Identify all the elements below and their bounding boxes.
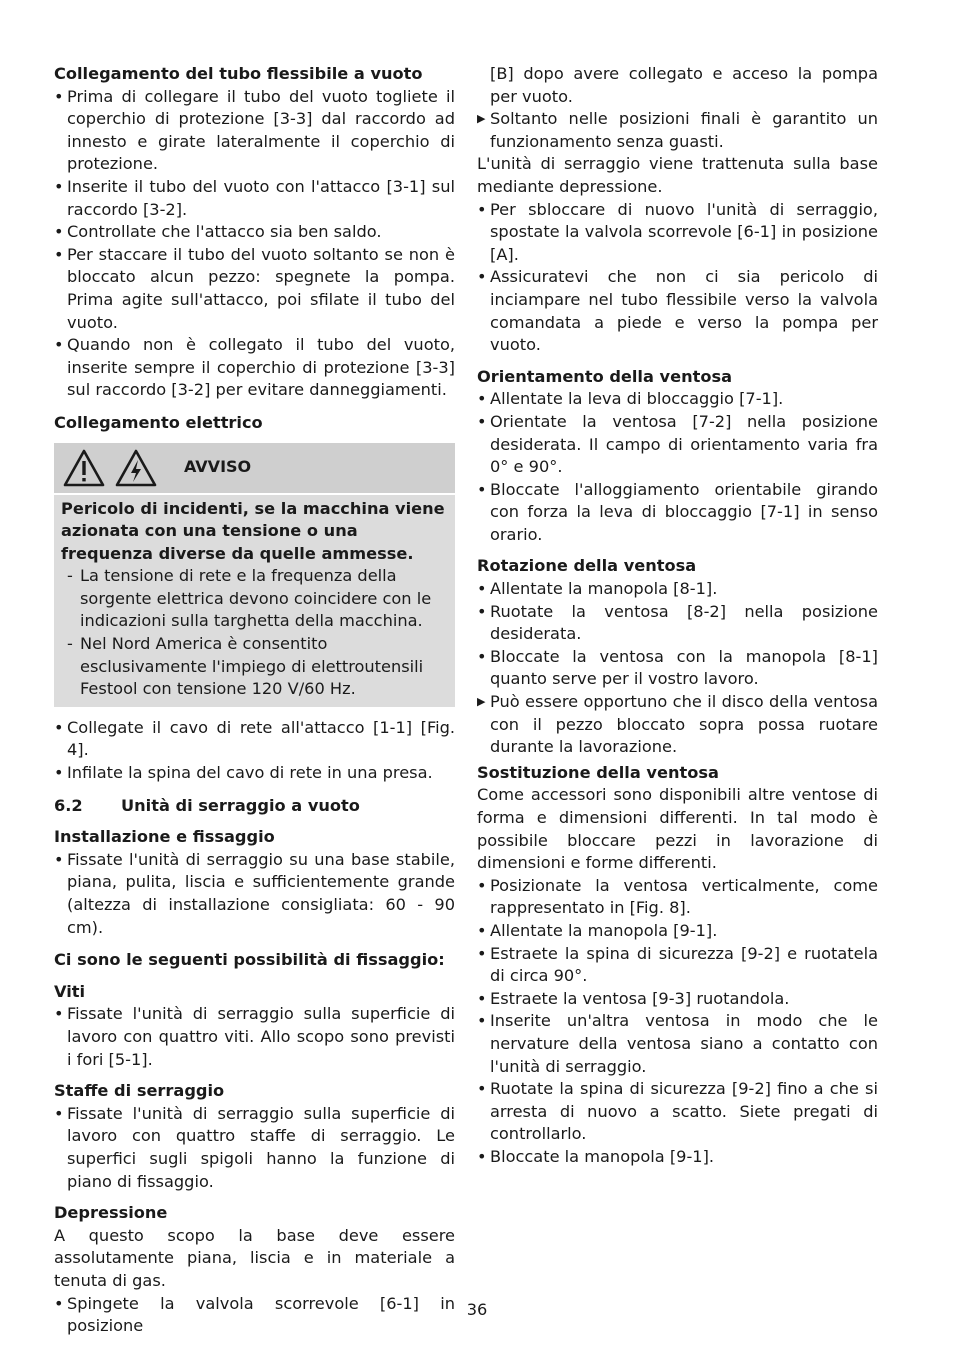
section-title: Unità di serraggio a vuoto (121, 795, 360, 815)
heading-screws: Viti (54, 981, 86, 1001)
list-item: • Ruotate la spina di sicurezza [9-2] fino a che si arresta di nuovo a scatto. Siete pregati di controllarlo. (477, 1078, 878, 1146)
paragraph: Come accessori sono disponibili altre ventose di forma e dimensioni differenti. In tal modo è possibile bloccare pezzi in lavorazione di dimensioni e forme differenti. (477, 785, 878, 873)
list-release (477, 199, 878, 357)
heading-clamps: Staffe di serraggio (54, 1081, 225, 1101)
heading-vacuum-hose: Collegamento del tubo flessibile a vuoto (54, 64, 423, 83)
warning-list (61, 565, 449, 701)
list-item: • Fissate l'unità di serraggio sulla superficie di lavoro con quattro staffe di serraggio. Le superfici sugli spigoli hanno la funzione di piano di fissaggio. (54, 1103, 455, 1193)
list-orientation (477, 388, 878, 546)
list-item: • Ruotate la ventosa [8-2] nella posizione desiderata. (477, 601, 878, 646)
list-item: • Infilate la spina del cavo di rete in una presa. (54, 762, 455, 785)
warning-header (54, 443, 455, 495)
list-screws (54, 1003, 455, 1071)
list-item: • Fissate l'unità di serraggio su una base stabile, piana, pulita, liscia e sufficientemente grande (altezza di installazione consigliata: 60 - 90 cm). (54, 849, 455, 939)
list-clamps (54, 1103, 455, 1193)
right-column (477, 63, 878, 1169)
list-item: ▶ Soltanto nelle posizioni finali è garantito un funzionamento senza guasti. (477, 108, 878, 153)
warning-body (54, 495, 455, 707)
list-item: • Orientate la ventosa [7-2] nella posizione desiderata. Il campo di orientamento varia fra 0° e 90°. (477, 411, 878, 479)
list-electrical (54, 717, 455, 785)
paragraph: A questo scopo la base deve essere assolutamente piana, liscia e in materiale a tenuta di gas. (54, 1225, 455, 1290)
list-item: • Allentate la manopola [9-1]. (477, 920, 878, 943)
list-item: • Controllate che l'attacco sia ben saldo. (54, 221, 455, 244)
electric-hazard-icon (114, 448, 158, 488)
list-vacuum-hose (54, 86, 455, 402)
warning-triangle-icon (62, 448, 106, 488)
list-item: • Bloccate la ventosa con la manopola [8-1] quanto serve per il vostro lavoro. (477, 646, 878, 691)
continuation-text: [B] dopo avere collegato e acceso la pompa per vuoto. (490, 64, 878, 106)
heading-rotation: Rotazione della ventosa (477, 556, 697, 576)
list-item: • Allentate la manopola [8-1]. (477, 578, 878, 601)
warning-title: AVVISO (184, 457, 252, 477)
arrow-note (477, 691, 878, 759)
warning-bold-text: Pericolo di incidenti, se la macchina viene azionata con una tensione o una frequenza diverse da quelle ammesse. (61, 498, 445, 563)
page-number: 36 (466, 1300, 488, 1319)
warning-box (54, 443, 455, 707)
left-column (54, 63, 455, 1338)
list-item: ▶ Può essere opportuno che il disco della ventosa con il pezzo bloccato sopra possa ruotare durante la lavorazione. (477, 691, 878, 759)
list-item: • Per staccare il tubo del vuoto soltanto se non è bloccato alcun pezzo: spegnete la pompa. Prima agite sull'attacco, poi sfilate il tubo del vuoto. (54, 244, 455, 334)
heading-vacuum: Depressione (54, 1203, 168, 1223)
list-item: • Assicuratevi che non ci sia pericolo di inciampare nel tubo flessibile verso la valvola comandata a piede e verso la pompa per vuoto. (477, 266, 878, 356)
paragraph: L'unità di serraggio viene trattenuta sulla base mediante depressione. (477, 154, 878, 196)
heading-fixing-options: Ci sono le seguenti possibilità di fissaggio: (54, 950, 445, 970)
list-item: • Inserite un'altra ventosa in modo che le nervature della ventosa siano a contatto con l'unità di serraggio. (477, 1010, 878, 1078)
list-item: • Quando non è collegato il tubo del vuoto, inserite sempre il coperchio di protezione [3-3] sul raccordo [3-2] per evitare danneggiamenti. (54, 334, 455, 402)
list-item: • Estraete la spina di sicurezza [9-2] e ruotatela di circa 90°. (477, 943, 878, 988)
list-item: • Inserite il tubo del vuoto con l'attacco [3-1] sul raccordo [3-2]. (54, 176, 455, 221)
list-item: • Allentate la leva di bloccaggio [7-1]. (477, 388, 878, 411)
heading-replacement: Sostituzione della ventosa (477, 762, 719, 782)
heading-installation: Installazione e fissaggio (54, 827, 275, 847)
list-item: • Estraete la ventosa [9-3] ruotandola. (477, 988, 878, 1011)
section-heading (54, 795, 455, 818)
heading-orientation: Orientamento della ventosa (477, 366, 733, 386)
list-installation (54, 849, 455, 939)
list-item: - Nel Nord America è consentito esclusivamente l'impiego di elettroutensili Festool con tensione 120 V/60 Hz. (61, 633, 449, 701)
list-item: • Per sbloccare di nuovo l'unità di serraggio, spostate la valvola scorrevole [6-1] in posizione [A]. (477, 199, 878, 267)
section-number: 6.2 (54, 795, 83, 815)
list-item: • Bloccate l'alloggiamento orientabile girando con forza la leva di bloccaggio [7-1] in senso orario. (477, 479, 878, 547)
list-rotation (477, 578, 878, 691)
list-replacement (477, 875, 878, 1169)
list-item: • Prima di collegare il tubo del vuoto togliete il coperchio di protezione [3-3] dal raccordo ad innesto e girate lateralmente il coperchio di protezione. (54, 86, 455, 176)
list-item: - La tensione di rete e la frequenza della sorgente elettrica devono coincidere con le indicazioni sulla targhetta della macchina. (61, 565, 449, 633)
arrow-note (477, 108, 878, 153)
list-item: • Bloccate la manopola [9-1]. (477, 1146, 878, 1169)
list-item: • Collegate il cavo di rete all'attacco [1-1] [Fig. 4]. (54, 717, 455, 762)
heading-electrical: Collegamento elettrico (54, 412, 263, 432)
list-item: • Fissate l'unità di serraggio sulla superficie di lavoro con quattro viti. Allo scopo sono previsti i fori [5-1]. (54, 1003, 455, 1071)
list-item: • Posizionate la ventosa verticalmente, come rappresentato in [Fig. 8]. (477, 875, 878, 920)
list-item: • Spingete la valvola scorrevole [6-1] in posizione (54, 1293, 455, 1338)
